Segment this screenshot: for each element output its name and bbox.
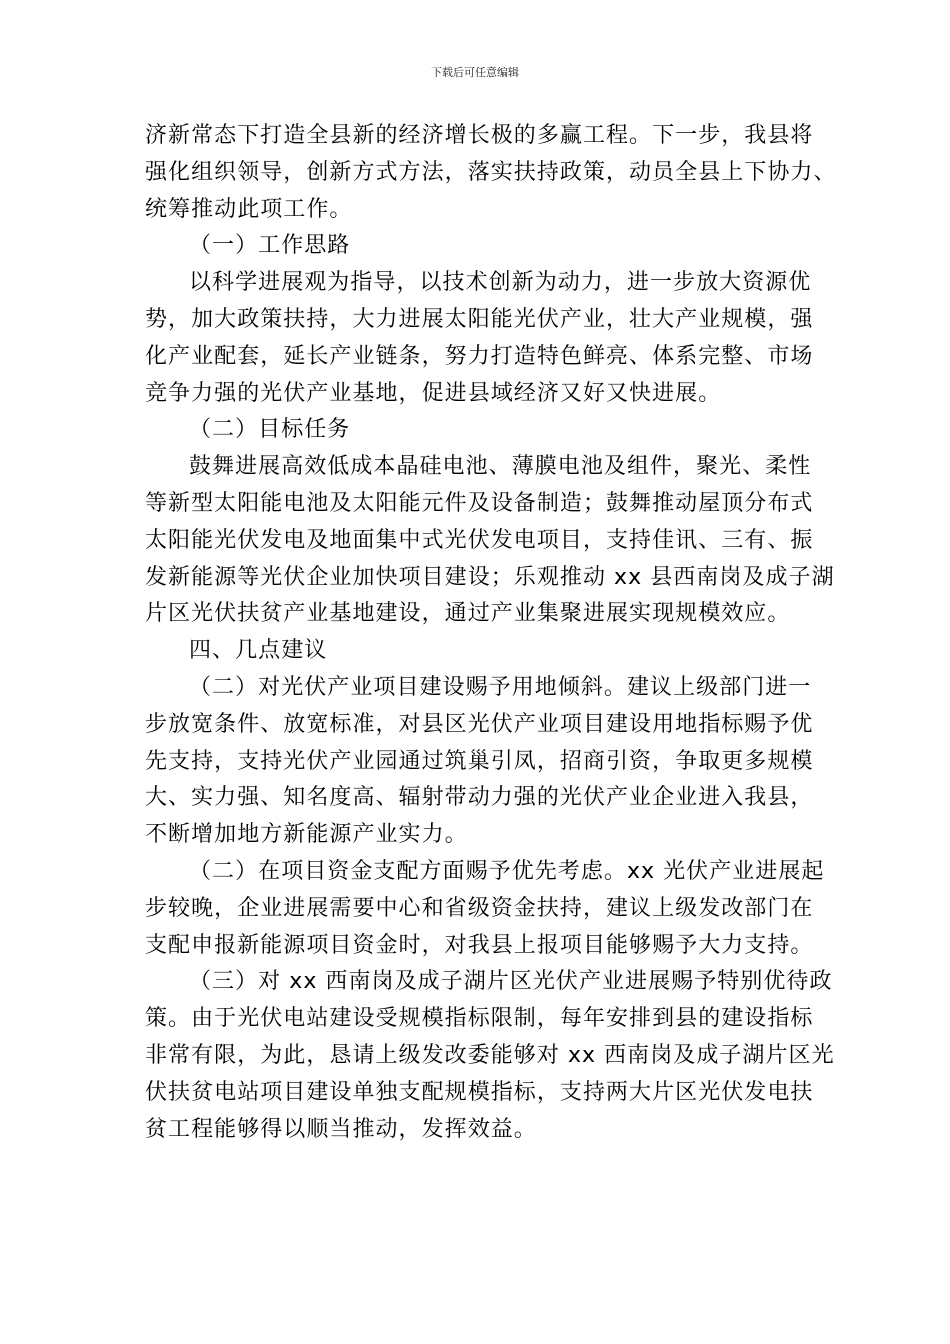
text-line: （二）目标任务 <box>189 417 351 443</box>
text-line: 非常有限，为此，恳请上级发改委能够对 xx 西南岗及成子湖片区光 <box>145 1042 835 1068</box>
text-line: 先支持，支持光伏产业园通过筑巢引凤，招商引资，争取更多规模 <box>145 748 814 774</box>
text-line: 贫工程能够得以顺当推动，发挥效益。 <box>145 1116 537 1142</box>
text-line: （一）工作思路 <box>189 233 351 259</box>
text-line: 不断增加地方新能源产业实力。 <box>145 822 468 848</box>
text-line: 统筹推动此项工作。 <box>145 196 353 222</box>
document-body <box>145 118 837 1148</box>
text-line: 竞争力强的光伏产业基地，促进县域经济又好又快进展。 <box>145 380 722 406</box>
text-line: 步较晚，企业进展需要中心和省级资金扶持，建议上级发改部门在 <box>145 895 814 921</box>
text-line: 片区光伏扶贫产业基地建设，通过产业集聚进展实现规模效应。 <box>145 601 791 627</box>
text-line: （二）在项目资金支配方面赐予优先考虑。xx 光伏产业进展起 <box>189 858 825 884</box>
text-line: 济新常态下打造全县新的经济增长极的多赢工程。下一步，我县将 <box>145 123 814 148</box>
page-header: 下载后可任意编辑 <box>431 66 519 79</box>
text-line: 太阳能光伏发电及地面集中式光伏发电项目，支持佳讯、三有、振 <box>145 527 814 553</box>
text-line: 强化组织领导，创新方式方法，落实扶持政策，动员全县上下协力、 <box>145 159 837 185</box>
text-line: 支配申报新能源项目资金时，对我县上报项目能够赐予大力支持。 <box>145 932 814 958</box>
text-line: 大、实力强、知名度高、辐射带动力强的光伏产业企业进入我县， <box>145 785 814 811</box>
text-line: 四、几点建议 <box>189 638 328 664</box>
text-line: 以科学进展观为指导，以技术创新为动力，进一步放大资源优 <box>189 270 812 296</box>
text-line: 发新能源等光伏企业加快项目建设；乐观推动 xx 县西南岗及成子湖 <box>145 564 835 590</box>
text-line: （三）对 xx 西南岗及成子湖片区光伏产业进展赐予特别优待政 <box>189 969 833 995</box>
text-line: 策。由于光伏电站建设受规模指标限制，每年安排到县的建设指标 <box>145 1006 814 1032</box>
text-line: （二）对光伏产业项目建设赐予用地倾斜。建议上级部门进一 <box>189 674 812 700</box>
text-line: 势，加大政策扶持，大力进展太阳能光伏产业，壮大产业规模，强 <box>145 306 814 332</box>
text-line: 伏扶贫电站项目建设单独支配规模指标，支持两大片区光伏发电扶 <box>145 1079 814 1105</box>
text-line: 等新型太阳能电池及太阳能元件及设备制造；鼓舞推动屋顶分布式 <box>145 490 814 516</box>
text-line: 鼓舞进展高效低成本晶硅电池、薄膜电池及组件，聚光、柔性 <box>189 454 812 480</box>
text-line: 步放宽条件、放宽标准，对县区光伏产业项目建设用地指标赐予优 <box>145 711 814 737</box>
text-line: 化产业配套，延长产业链条，努力打造特色鲜亮、体系完整、市场 <box>145 343 814 369</box>
